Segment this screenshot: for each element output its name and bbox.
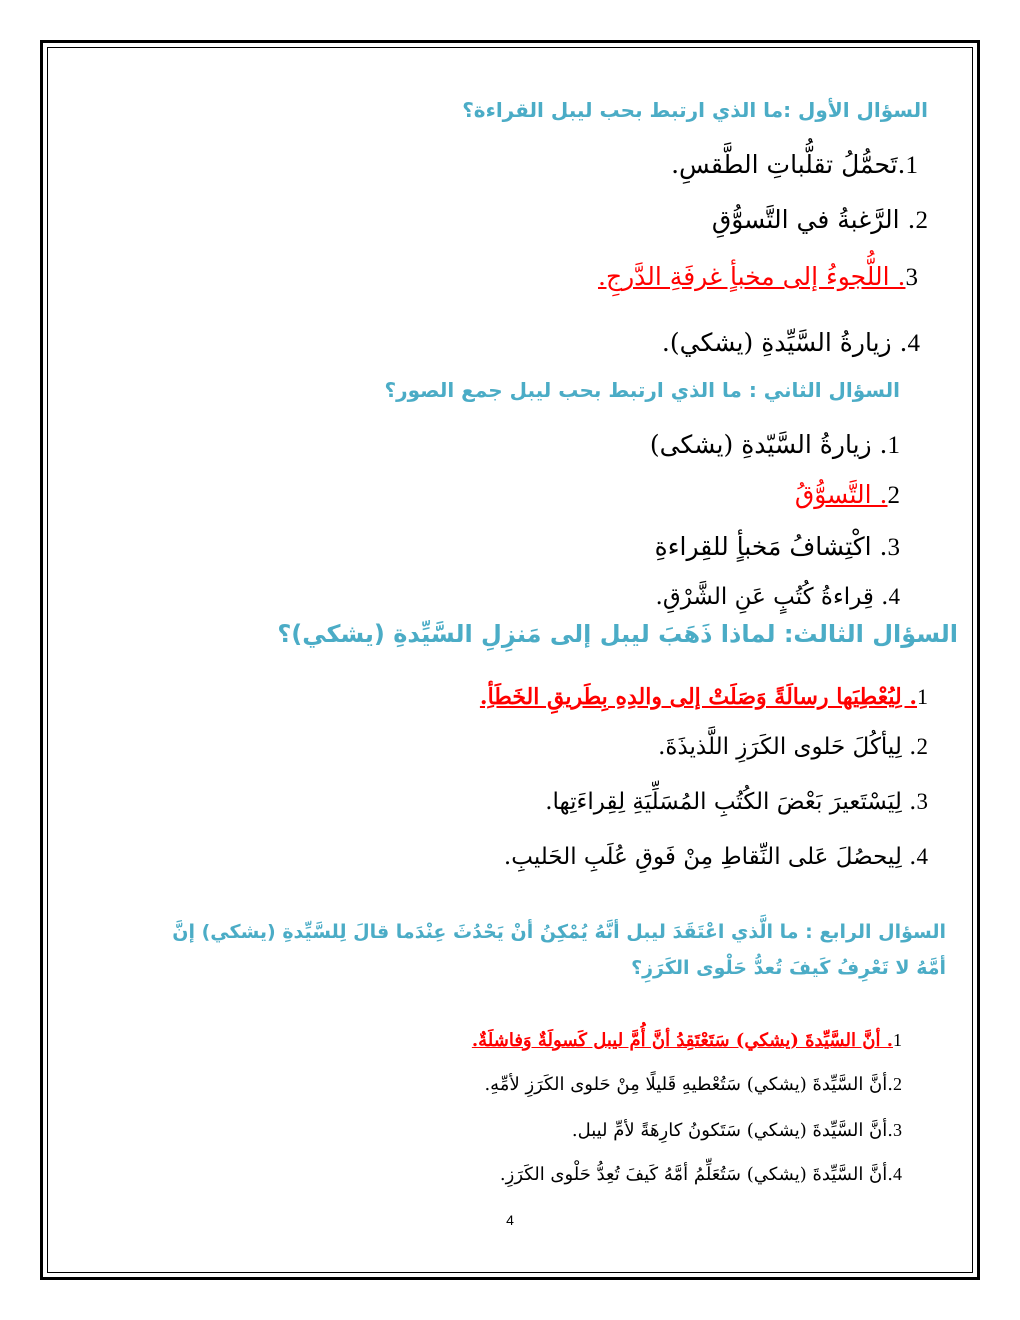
q4-option-1-correct	[472, 1030, 902, 1051]
q1-option-3-correct	[598, 262, 918, 292]
q4-option-3-text: .أنَّ السَّيِّدةَ (يشكي) سَتَكونُ كارِهَةً لأمِّ ليبل.	[571, 1120, 893, 1141]
q2-option-1-number: 1	[887, 432, 900, 459]
q2-option-4-text: . قِراءةُ كُتُبٍ عَنِ الشَّرْقِ.	[655, 584, 889, 610]
q1-heading: السؤال الأول :ما الذي ارتبط بحب ليبل القراءة؟	[462, 98, 928, 122]
q1-option-3-number: 3	[905, 264, 918, 291]
q3-option-1-text: . لِيُعْطِيَها رسالَةً وَصَلَتْ إلى والدِهِ بِطَريقِ الخَطَأِ.	[479, 684, 917, 710]
q3-option-2-number: 2	[916, 734, 928, 759]
q1-option-1-text: .تَحمُّلُ تقلُّباتِ الطَّقسِ.	[671, 150, 906, 179]
q3-option-4	[504, 844, 928, 870]
q2-option-4	[656, 584, 900, 610]
q1-option-2	[712, 205, 928, 235]
q1-option-1	[671, 150, 918, 180]
q2-heading: السؤال الثاني : ما الذي ارتبط بحب ليبل جمع الصور؟	[384, 378, 900, 402]
q2-option-2-correct	[795, 480, 900, 510]
q3-option-4-text: . لِيحصُلَ عَلى النِّقاطِ مِنْ فَوقِ عُلَبِ الحَليبِ.	[503, 844, 917, 870]
q1-option-4	[662, 328, 920, 358]
q1-option-2-text: . الرَّغبةُ في التَّسوُّقِ	[711, 205, 916, 234]
q2-option-4-number: 4	[888, 584, 900, 609]
q3-option-1-correct	[480, 684, 928, 710]
q4-option-1-text: . أنَّ السَّيِّدةَ (يشكي) سَتَعْتَقِدُ أنَّ أُمَّ ليبل كَسولَةٌ وَفاشلَةٌ.	[471, 1030, 893, 1051]
q3-heading: السؤال الثالث: لماذا ذَهَبَ ليبل إلى مَنزِلِ السَّيِّدةِ (يشكي)؟	[277, 620, 958, 648]
q4-heading-line-1: السؤال الرابع : ما الَّذي اعْتَقَدَ ليبل أنَّهُ يُمْكِنُ أنْ يَحْدُثَ عِنْدَما قالَ لِلسَّيِّدةِ (يشكي) إنَّ	[172, 921, 946, 943]
q4-option-4-text: .أنَّ السَّيِّدةَ (يشكي) سَتُعَلِّمُ أمَّهُ كَيفَ تُعِدُّ حَلْوى الكَرَزِ.	[499, 1164, 893, 1185]
q3-option-4-number: 4	[916, 844, 928, 869]
q2-option-1-text: . زيارةُ السَّيّدةِ (يشكى)	[649, 430, 888, 459]
q3-option-3	[545, 789, 928, 815]
q3-option-1-number: 1	[917, 684, 928, 709]
q4-option-2-number: 2	[893, 1074, 902, 1094]
q4-option-3	[572, 1120, 902, 1141]
page-number: 4	[506, 1212, 514, 1228]
q2-option-3	[655, 532, 900, 562]
q2-option-3-text: . اكْتِشافُ مَخبأٍ للقِراءةِ	[654, 532, 888, 561]
q1-option-4-number: 4	[907, 330, 920, 357]
q1-option-4-text: . زيارةُ السَّيِّدةِ (يشكي).	[661, 328, 908, 357]
q2-option-2-text: . التَّسوُّقُ	[794, 480, 888, 509]
q4-option-1-number: 1	[893, 1030, 902, 1050]
q4-option-2	[484, 1074, 902, 1095]
q1-option-1-number: 1	[905, 152, 918, 179]
q1-option-2-number: 2	[915, 207, 928, 234]
q4-option-2-text: .أنَّ السَّيِّدةَ (يشكي) سَتُعْطيهِ قَليلًا مِنْ حَلوى الكَرَزِ لأمِّهِ.	[484, 1074, 893, 1095]
q3-option-2	[658, 734, 928, 760]
q2-option-2-number: 2	[887, 482, 900, 509]
q2-option-3-number: 3	[887, 534, 900, 561]
q3-option-3-number: 3	[916, 789, 928, 814]
q3-option-3-text: . لِيَسْتَعيرَ بَعْضَ الكُتُبِ المُسَلِّيَةِ لِقِراءَتِها.	[545, 789, 917, 815]
q4-option-3-number: 3	[893, 1120, 902, 1140]
q3-option-2-text: . لِيأكُلَ حَلوى الكَرَزِ اللَّذيذَةَ.	[658, 734, 917, 760]
q4-option-4-number: 4	[893, 1164, 902, 1184]
q4-heading-line-2: أمَّهُ لا تَعْرِفُ كَيفَ تُعدُّ حَلْوى الكَرَزِ؟	[631, 957, 946, 979]
q1-option-3-text: . اللُّجوءُ إلى مخبأٍ غرفَةِ الدَّرجِ.	[598, 262, 906, 291]
q2-option-1	[650, 430, 900, 460]
q4-option-4	[500, 1164, 902, 1185]
